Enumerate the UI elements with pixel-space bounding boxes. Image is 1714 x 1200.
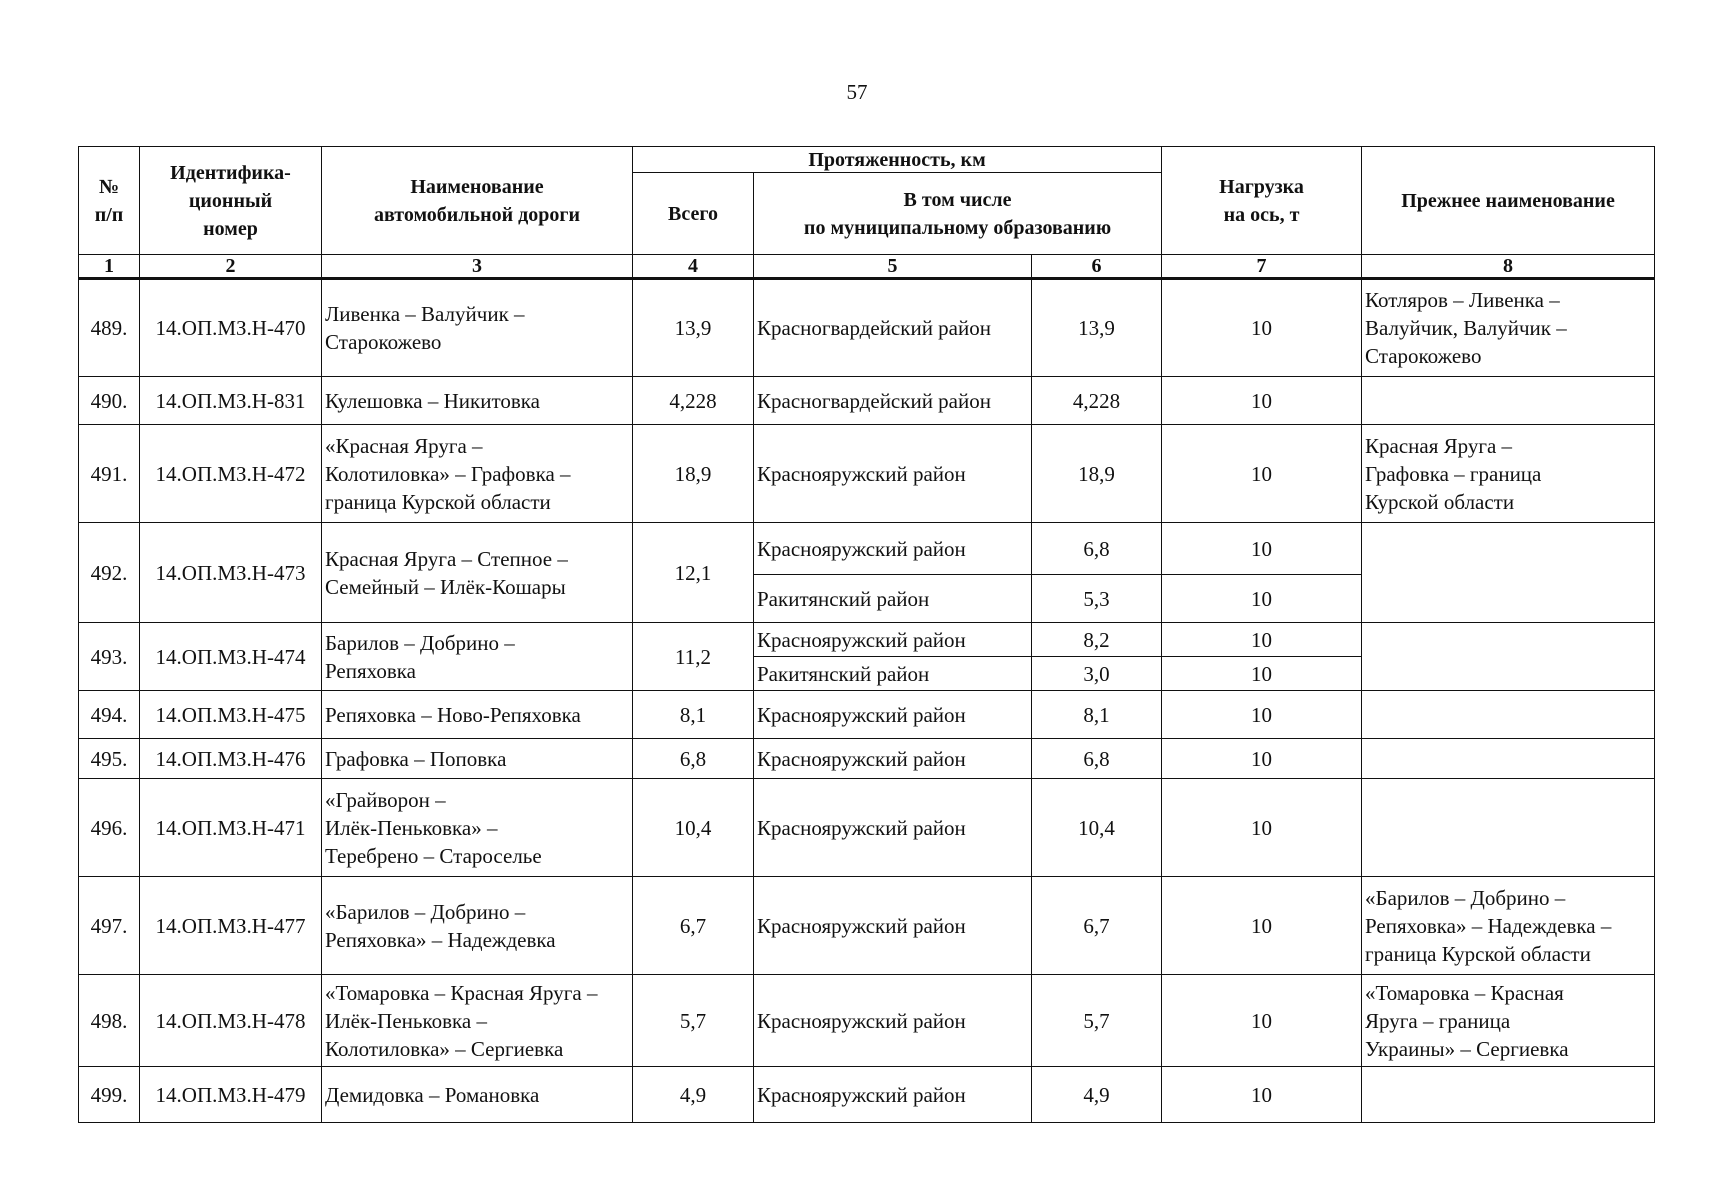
district-length: 8,2	[1032, 623, 1162, 657]
length-total: 12,1	[633, 523, 754, 623]
road-name: «Красная Яруга – Колотиловка» – Графовка – граница Курской области	[322, 425, 633, 523]
road-name: Репяховка – Ново-Репяховка	[322, 691, 633, 739]
length-total: 13,9	[633, 279, 754, 377]
axle-load: 10	[1162, 657, 1362, 691]
district-name: Краснояружский район	[754, 425, 1032, 523]
table-row	[79, 975, 1655, 1067]
table-row	[79, 279, 1655, 377]
axle-load: 10	[1162, 575, 1362, 623]
row-number: 491.	[79, 425, 140, 523]
axle-load: 10	[1162, 1067, 1362, 1123]
district-length: 5,7	[1032, 975, 1162, 1067]
road-id: 14.ОП.МЗ.Н-476	[140, 739, 322, 779]
road-id: 14.ОП.МЗ.Н-479	[140, 1067, 322, 1123]
road-name: «Барилов – Добрино – Репяховка» – Надеждевка	[322, 877, 633, 975]
district-name: Краснояружский район	[754, 623, 1032, 657]
header-ident: Идентифика- ционный номер	[140, 147, 322, 255]
road-name: «Грайворон – Илёк-Пеньковка» – Теребрено – Староселье	[322, 779, 633, 877]
district-name: Красногвардейский район	[754, 279, 1032, 377]
column-numbers-row	[79, 255, 1655, 279]
row-number: 496.	[79, 779, 140, 877]
row-number: 497.	[79, 877, 140, 975]
road-name: Барилов – Добрино – Репяховка	[322, 623, 633, 691]
road-id: 14.ОП.МЗ.Н-475	[140, 691, 322, 739]
district-name: Краснояружский район	[754, 1067, 1032, 1123]
district-length: 4,9	[1032, 1067, 1162, 1123]
road-id: 14.ОП.МЗ.Н-831	[140, 377, 322, 425]
road-name: Кулешовка – Никитовка	[322, 377, 633, 425]
row-number: 498.	[79, 975, 140, 1067]
axle-load: 10	[1162, 739, 1362, 779]
length-total: 6,8	[633, 739, 754, 779]
former-name	[1362, 739, 1655, 779]
column-number: 6	[1032, 255, 1162, 279]
district-length: 8,1	[1032, 691, 1162, 739]
district-name: Краснояружский район	[754, 779, 1032, 877]
page-number: 57	[846, 80, 868, 104]
length-total: 10,4	[633, 779, 754, 877]
axle-load: 10	[1162, 877, 1362, 975]
table-row	[79, 691, 1655, 739]
column-number: 5	[754, 255, 1032, 279]
district-name: Красногвардейский район	[754, 377, 1032, 425]
district-name: Краснояружский район	[754, 691, 1032, 739]
column-number: 4	[633, 255, 754, 279]
axle-load: 10	[1162, 523, 1362, 575]
road-name: Демидовка – Романовка	[322, 1067, 633, 1123]
axle-load: 10	[1162, 779, 1362, 877]
row-number: 493.	[79, 623, 140, 691]
district-name: Краснояружский район	[754, 739, 1032, 779]
road-name: Ливенка – Валуйчик – Старокожево	[322, 279, 633, 377]
header-name: Наименование автомобильной дороги	[322, 147, 633, 255]
table-row	[79, 779, 1655, 877]
district-length: 6,8	[1032, 739, 1162, 779]
former-name	[1362, 691, 1655, 739]
length-total: 8,1	[633, 691, 754, 739]
axle-load: 10	[1162, 377, 1362, 425]
row-number: 495.	[79, 739, 140, 779]
axle-load: 10	[1162, 691, 1362, 739]
district-name: Краснояружский район	[754, 523, 1032, 575]
axle-load: 10	[1162, 425, 1362, 523]
former-name	[1362, 377, 1655, 425]
length-total: 4,9	[633, 1067, 754, 1123]
length-total: 5,7	[633, 975, 754, 1067]
roads-table-body	[79, 279, 1655, 1123]
row-number: 492.	[79, 523, 140, 623]
header-load: Нагрузка на ось, т	[1162, 147, 1362, 255]
length-total: 4,228	[633, 377, 754, 425]
road-id: 14.ОП.МЗ.Н-473	[140, 523, 322, 623]
former-name: Красная Яруга – Графовка – граница Курской области	[1362, 425, 1655, 523]
former-name	[1362, 1067, 1655, 1123]
road-name: «Томаровка – Красная Яруга – Илёк-Пеньковка – Колотиловка» – Сергиевка	[322, 975, 633, 1067]
former-name	[1362, 523, 1655, 623]
header-incl: В том числе по муниципальному образованию	[754, 173, 1162, 255]
district-name: Краснояружский район	[754, 877, 1032, 975]
former-name: «Барилов – Добрино – Репяховка» – Надеждевка – граница Курской области	[1362, 877, 1655, 975]
district-length: 10,4	[1032, 779, 1162, 877]
header-former: Прежнее наименование	[1362, 147, 1655, 255]
row-number: 490.	[79, 377, 140, 425]
column-number: 3	[322, 255, 633, 279]
header-num: № п/п	[79, 147, 140, 255]
former-name	[1362, 779, 1655, 877]
table-row	[79, 1067, 1655, 1123]
column-number: 1	[79, 255, 140, 279]
axle-load: 10	[1162, 279, 1362, 377]
row-number: 489.	[79, 279, 140, 377]
district-length: 13,9	[1032, 279, 1162, 377]
length-total: 6,7	[633, 877, 754, 975]
axle-load: 10	[1162, 623, 1362, 657]
row-number: 494.	[79, 691, 140, 739]
table-row	[79, 523, 1655, 575]
road-id: 14.ОП.МЗ.Н-478	[140, 975, 322, 1067]
table-row	[79, 425, 1655, 523]
district-length: 5,3	[1032, 575, 1162, 623]
column-number: 7	[1162, 255, 1362, 279]
road-id: 14.ОП.МЗ.Н-477	[140, 877, 322, 975]
column-number: 8	[1362, 255, 1655, 279]
road-name: Красная Яруга – Степное – Семейный – Илёк-Кошары	[322, 523, 633, 623]
header-total: Всего	[633, 173, 754, 255]
table-row	[79, 623, 1655, 657]
table-row	[79, 739, 1655, 779]
column-number: 2	[140, 255, 322, 279]
table-row	[79, 877, 1655, 975]
road-id: 14.ОП.МЗ.Н-474	[140, 623, 322, 691]
roads-table	[78, 146, 1655, 1123]
district-name: Краснояружский район	[754, 975, 1032, 1067]
district-length: 3,0	[1032, 657, 1162, 691]
district-length: 4,228	[1032, 377, 1162, 425]
former-name: Котляров – Ливенка – Валуйчик, Валуйчик – Старокожево	[1362, 279, 1655, 377]
former-name	[1362, 623, 1655, 691]
axle-load: 10	[1162, 975, 1362, 1067]
district-name: Ракитянский район	[754, 575, 1032, 623]
header-length-group: Протяженность, км	[633, 147, 1162, 173]
road-id: 14.ОП.МЗ.Н-471	[140, 779, 322, 877]
district-name: Ракитянский район	[754, 657, 1032, 691]
district-length: 6,8	[1032, 523, 1162, 575]
former-name: «Томаровка – Красная Яруга – граница Украины» – Сергиевка	[1362, 975, 1655, 1067]
row-number: 499.	[79, 1067, 140, 1123]
district-length: 18,9	[1032, 425, 1162, 523]
district-length: 6,7	[1032, 877, 1162, 975]
table-row	[79, 377, 1655, 425]
road-id: 14.ОП.МЗ.Н-470	[140, 279, 322, 377]
length-total: 11,2	[633, 623, 754, 691]
road-name: Графовка – Поповка	[322, 739, 633, 779]
road-id: 14.ОП.МЗ.Н-472	[140, 425, 322, 523]
length-total: 18,9	[633, 425, 754, 523]
